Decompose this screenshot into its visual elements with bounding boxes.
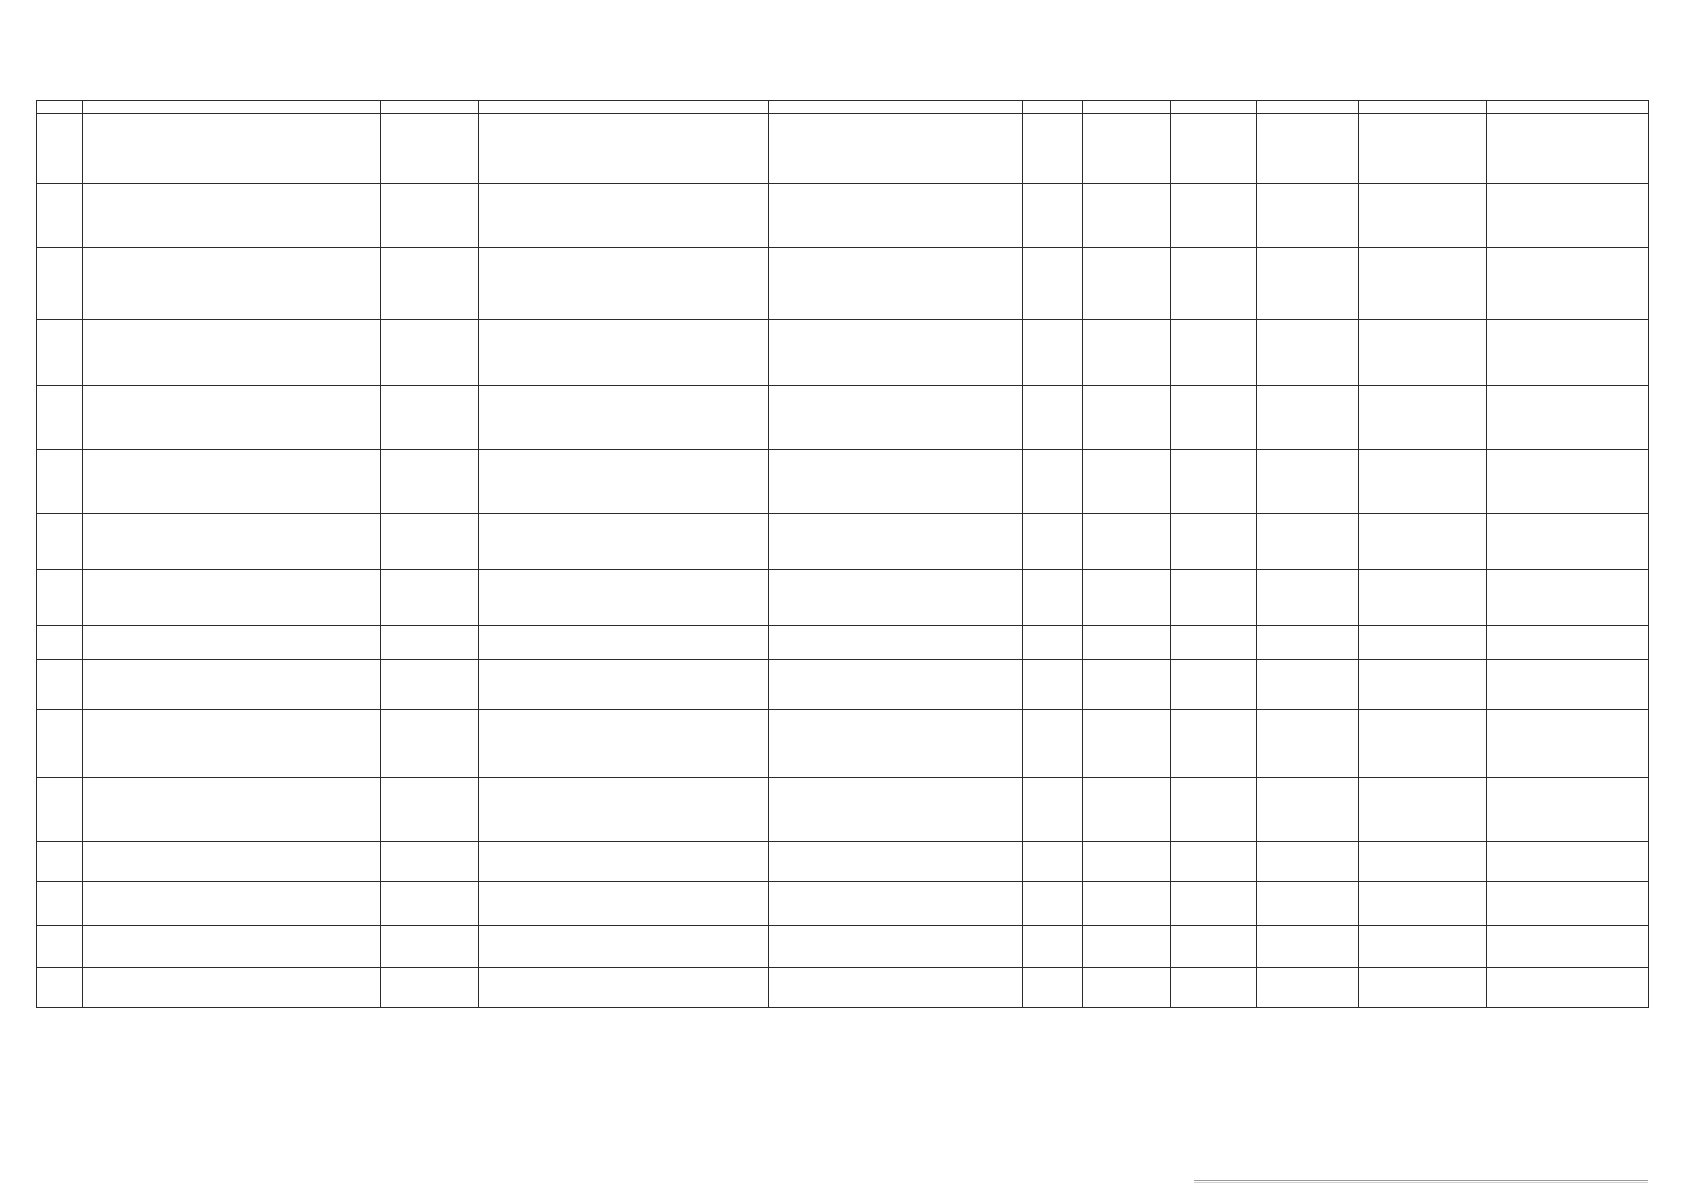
- table-row: [37, 114, 1649, 184]
- benefit-subjects: [769, 842, 1023, 882]
- end-date: [1083, 570, 1171, 626]
- law-reference: [83, 386, 381, 450]
- article-reference: [381, 926, 479, 968]
- start-date: [1023, 248, 1083, 320]
- start-date: [1023, 926, 1083, 968]
- table-row: [37, 842, 1649, 882]
- column-header: [83, 101, 381, 114]
- tax-name: [1257, 882, 1359, 926]
- table-row: [37, 450, 1649, 514]
- benefit-type: [1171, 184, 1257, 248]
- benefit-subjects: [769, 450, 1023, 514]
- end-date: [1083, 184, 1171, 248]
- benefit-type: [1171, 626, 1257, 660]
- law-reference: [83, 660, 381, 710]
- column-header: [1171, 101, 1257, 114]
- start-date: [1023, 660, 1083, 710]
- row-number: [37, 968, 83, 1008]
- table-row: [37, 386, 1649, 450]
- row-number: [37, 320, 83, 386]
- article-reference: [381, 882, 479, 926]
- benefit-description: [479, 386, 769, 450]
- article-reference: [381, 514, 479, 570]
- row-number: [37, 570, 83, 626]
- article-reference: [381, 778, 479, 842]
- curator: [1487, 660, 1649, 710]
- law-reference: [83, 450, 381, 514]
- table-row: [37, 248, 1649, 320]
- benefit-description: [479, 660, 769, 710]
- state-program: [1359, 570, 1487, 626]
- row-number: [37, 778, 83, 842]
- row-number: [37, 626, 83, 660]
- tax-name: [1257, 248, 1359, 320]
- law-reference: [83, 626, 381, 660]
- end-date: [1083, 926, 1171, 968]
- row-number: [37, 450, 83, 514]
- table-row: [37, 778, 1649, 842]
- state-program: [1359, 710, 1487, 778]
- curator: [1487, 842, 1649, 882]
- law-reference: [83, 968, 381, 1008]
- column-header: [479, 101, 769, 114]
- benefit-type: [1171, 570, 1257, 626]
- law-reference: [83, 926, 381, 968]
- curator: [1487, 926, 1649, 968]
- tax-name: [1257, 570, 1359, 626]
- benefit-subjects: [769, 778, 1023, 842]
- law-reference: [83, 248, 381, 320]
- scan-edge-line: [1194, 1182, 1648, 1183]
- article-reference: [381, 248, 479, 320]
- tax-name: [1257, 626, 1359, 660]
- benefit-type: [1171, 450, 1257, 514]
- state-program: [1359, 968, 1487, 1008]
- benefit-type: [1171, 842, 1257, 882]
- article-reference: [381, 450, 479, 514]
- benefit-subjects: [769, 248, 1023, 320]
- start-date: [1023, 968, 1083, 1008]
- state-program: [1359, 248, 1487, 320]
- benefit-subjects: [769, 114, 1023, 184]
- benefit-subjects: [769, 184, 1023, 248]
- start-date: [1023, 882, 1083, 926]
- header-row: [37, 101, 1649, 114]
- curator: [1487, 248, 1649, 320]
- state-program: [1359, 778, 1487, 842]
- curator: [1487, 626, 1649, 660]
- column-header: [1023, 101, 1083, 114]
- tax-name: [1257, 926, 1359, 968]
- state-program: [1359, 320, 1487, 386]
- end-date: [1083, 248, 1171, 320]
- article-reference: [381, 570, 479, 626]
- tax-name: [1257, 114, 1359, 184]
- start-date: [1023, 450, 1083, 514]
- law-reference: [83, 514, 381, 570]
- start-date: [1023, 710, 1083, 778]
- state-program: [1359, 386, 1487, 450]
- benefit-description: [479, 184, 769, 248]
- start-date: [1023, 320, 1083, 386]
- table-row: [37, 570, 1649, 626]
- row-number: [37, 114, 83, 184]
- tax-name: [1257, 514, 1359, 570]
- benefit-subjects: [769, 968, 1023, 1008]
- start-date: [1023, 114, 1083, 184]
- curator: [1487, 778, 1649, 842]
- column-header: [1359, 101, 1487, 114]
- curator: [1487, 882, 1649, 926]
- benefit-type: [1171, 926, 1257, 968]
- article-reference: [381, 184, 479, 248]
- law-reference: [83, 882, 381, 926]
- column-header: [1257, 101, 1359, 114]
- column-header: [1083, 101, 1171, 114]
- scan-edge-line: [1194, 1180, 1648, 1181]
- benefit-subjects: [769, 710, 1023, 778]
- state-program: [1359, 114, 1487, 184]
- start-date: [1023, 626, 1083, 660]
- end-date: [1083, 386, 1171, 450]
- end-date: [1083, 842, 1171, 882]
- article-reference: [381, 660, 479, 710]
- state-program: [1359, 184, 1487, 248]
- start-date: [1023, 842, 1083, 882]
- article-reference: [381, 386, 479, 450]
- row-number: [37, 660, 83, 710]
- benefit-description: [479, 320, 769, 386]
- state-program: [1359, 882, 1487, 926]
- benefit-type: [1171, 660, 1257, 710]
- column-header: [769, 101, 1023, 114]
- benefit-description: [479, 842, 769, 882]
- benefit-description: [479, 968, 769, 1008]
- article-reference: [381, 626, 479, 660]
- state-program: [1359, 660, 1487, 710]
- end-date: [1083, 882, 1171, 926]
- row-number: [37, 514, 83, 570]
- benefit-description: [479, 514, 769, 570]
- benefit-description: [479, 570, 769, 626]
- tax-name: [1257, 968, 1359, 1008]
- table-row: [37, 660, 1649, 710]
- table-row: [37, 184, 1649, 248]
- start-date: [1023, 386, 1083, 450]
- curator: [1487, 184, 1649, 248]
- row-number: [37, 710, 83, 778]
- law-reference: [83, 778, 381, 842]
- benefit-description: [479, 114, 769, 184]
- tax-name: [1257, 660, 1359, 710]
- article-reference: [381, 842, 479, 882]
- tax-benefits-table: [36, 100, 1649, 1008]
- end-date: [1083, 778, 1171, 842]
- benefit-subjects: [769, 660, 1023, 710]
- row-number: [37, 842, 83, 882]
- benefit-description: [479, 882, 769, 926]
- tax-name: [1257, 184, 1359, 248]
- table-row: [37, 320, 1649, 386]
- end-date: [1083, 968, 1171, 1008]
- benefit-subjects: [769, 570, 1023, 626]
- tax-name: [1257, 710, 1359, 778]
- benefit-type: [1171, 386, 1257, 450]
- law-reference: [83, 114, 381, 184]
- curator: [1487, 320, 1649, 386]
- table-row: [37, 882, 1649, 926]
- start-date: [1023, 514, 1083, 570]
- tax-name: [1257, 842, 1359, 882]
- table-row: [37, 710, 1649, 778]
- end-date: [1083, 710, 1171, 778]
- article-reference: [381, 710, 479, 778]
- column-header: [37, 101, 83, 114]
- law-reference: [83, 842, 381, 882]
- curator: [1487, 968, 1649, 1008]
- benefit-type: [1171, 968, 1257, 1008]
- start-date: [1023, 778, 1083, 842]
- benefit-subjects: [769, 626, 1023, 660]
- row-number: [37, 184, 83, 248]
- table-row: [37, 968, 1649, 1008]
- benefit-subjects: [769, 386, 1023, 450]
- benefit-type: [1171, 710, 1257, 778]
- curator: [1487, 514, 1649, 570]
- state-program: [1359, 514, 1487, 570]
- benefit-type: [1171, 320, 1257, 386]
- benefit-type: [1171, 114, 1257, 184]
- curator: [1487, 710, 1649, 778]
- law-reference: [83, 710, 381, 778]
- curator: [1487, 570, 1649, 626]
- benefit-description: [479, 710, 769, 778]
- end-date: [1083, 514, 1171, 570]
- benefit-description: [479, 450, 769, 514]
- end-date: [1083, 626, 1171, 660]
- row-number: [37, 386, 83, 450]
- start-date: [1023, 184, 1083, 248]
- article-reference: [381, 114, 479, 184]
- state-program: [1359, 450, 1487, 514]
- benefit-type: [1171, 248, 1257, 320]
- state-program: [1359, 626, 1487, 660]
- law-reference: [83, 320, 381, 386]
- start-date: [1023, 570, 1083, 626]
- benefit-type: [1171, 778, 1257, 842]
- table-row: [37, 626, 1649, 660]
- row-number: [37, 926, 83, 968]
- column-header: [381, 101, 479, 114]
- state-program: [1359, 842, 1487, 882]
- benefit-description: [479, 248, 769, 320]
- article-reference: [381, 968, 479, 1008]
- benefit-type: [1171, 882, 1257, 926]
- end-date: [1083, 450, 1171, 514]
- benefit-description: [479, 626, 769, 660]
- benefit-subjects: [769, 320, 1023, 386]
- benefit-description: [479, 926, 769, 968]
- benefit-subjects: [769, 926, 1023, 968]
- row-number: [37, 882, 83, 926]
- tax-name: [1257, 778, 1359, 842]
- end-date: [1083, 114, 1171, 184]
- benefit-description: [479, 778, 769, 842]
- curator: [1487, 114, 1649, 184]
- state-program: [1359, 926, 1487, 968]
- column-header: [1487, 101, 1649, 114]
- tax-name: [1257, 320, 1359, 386]
- tax-name: [1257, 386, 1359, 450]
- benefit-type: [1171, 514, 1257, 570]
- article-reference: [381, 320, 479, 386]
- benefit-subjects: [769, 514, 1023, 570]
- law-reference: [83, 184, 381, 248]
- curator: [1487, 450, 1649, 514]
- table-row: [37, 926, 1649, 968]
- end-date: [1083, 660, 1171, 710]
- benefit-subjects: [769, 882, 1023, 926]
- law-reference: [83, 570, 381, 626]
- table-row: [37, 514, 1649, 570]
- row-number: [37, 248, 83, 320]
- curator: [1487, 386, 1649, 450]
- tax-name: [1257, 450, 1359, 514]
- end-date: [1083, 320, 1171, 386]
